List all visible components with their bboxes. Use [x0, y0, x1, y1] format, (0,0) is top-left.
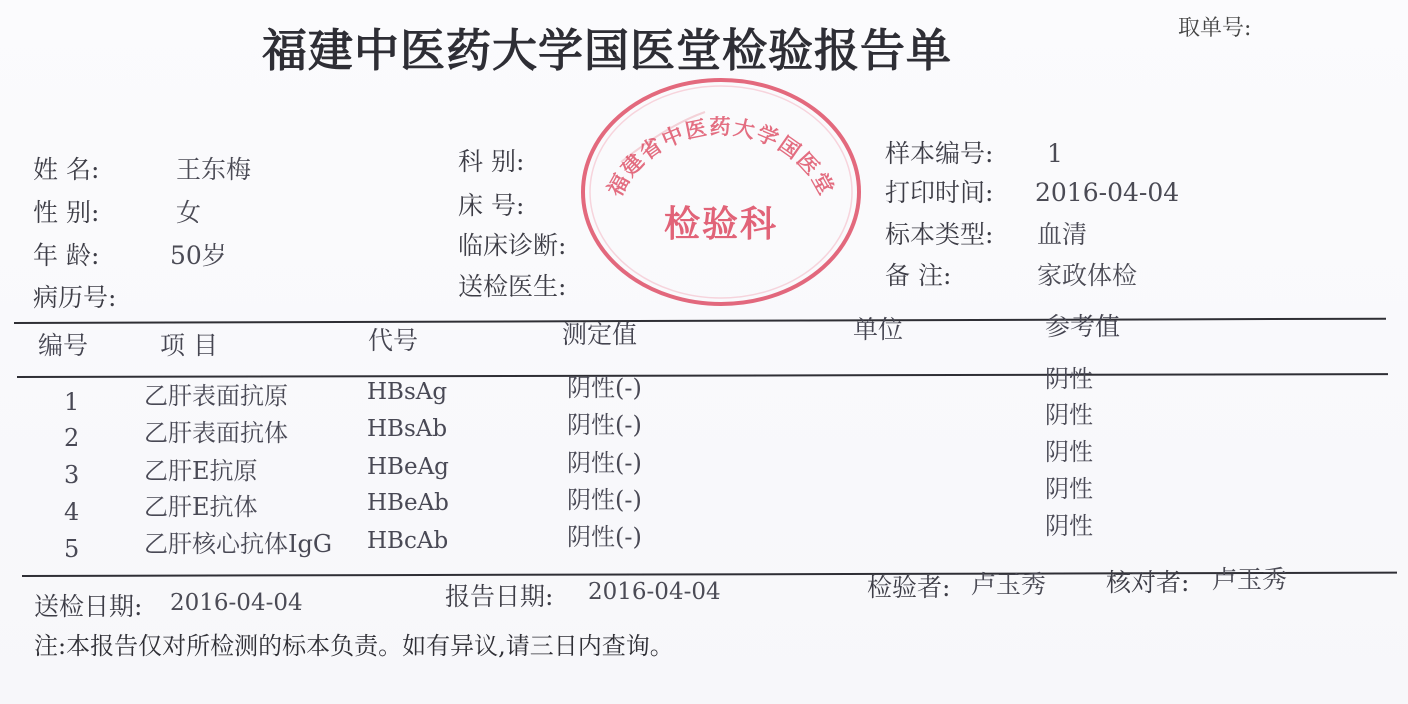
inspector-label: 检验者:	[867, 573, 951, 602]
patient-gender-value: 女	[176, 198, 202, 227]
seal-outer-ring	[583, 80, 859, 304]
remark-value: 家政体检	[1037, 261, 1138, 290]
submit-date-value: 2016-04-04	[170, 590, 303, 616]
row-4-number: 4	[64, 498, 80, 526]
report-date-label: 报告日期:	[445, 582, 554, 611]
row-5-result: 阴性(-)	[567, 523, 642, 551]
row-5-reference: 阴性	[1045, 512, 1093, 540]
sample-number-value: 1	[1047, 139, 1063, 168]
header-top-rule	[14, 318, 1386, 324]
report-date-value: 2016-04-04	[588, 579, 721, 605]
row-2-result: 阴性(-)	[567, 411, 642, 439]
seal-inner-ring	[590, 86, 852, 298]
header-reference: 参考值	[1045, 312, 1121, 341]
row-1-result: 阴性(-)	[567, 374, 642, 402]
row-4-result: 阴性(-)	[567, 486, 642, 514]
sample-number-label: 样本编号:	[885, 139, 994, 168]
seal-outer-text: 福建省中医药大学国医堂	[602, 114, 840, 201]
row-3-number: 3	[64, 461, 80, 489]
official-seal	[573, 70, 869, 314]
row-2-number: 2	[64, 424, 80, 452]
row-3-code: HBeAg	[367, 454, 449, 480]
row-3-reference: 阴性	[1045, 438, 1093, 466]
row-1-reference: 阴性	[1045, 365, 1093, 393]
row-4-reference: 阴性	[1045, 475, 1093, 503]
header-item: 项 目	[160, 331, 218, 360]
row-5-item: 乙肝核心抗体IgG	[144, 530, 333, 558]
header-unit: 单位	[853, 315, 904, 344]
row-1-item: 乙肝表面抗原	[144, 382, 288, 410]
header-bottom-rule	[17, 373, 1388, 378]
row-3-result: 阴性(-)	[567, 449, 642, 477]
clinical-diagnosis-label: 临床诊断:	[458, 231, 567, 260]
row-5-number: 5	[64, 535, 80, 563]
report-note: 注:本报告仅对所检测的标本负责。如有异议,请三日内查询。	[34, 632, 674, 660]
submit-date-label: 送检日期:	[34, 592, 143, 621]
patient-gender-label: 性 别:	[33, 198, 100, 227]
patient-age-label: 年 龄:	[33, 241, 100, 270]
referring-doctor-label: 送检医生:	[458, 272, 567, 301]
seal-ink-streak	[621, 112, 705, 162]
print-time-value: 2016-04-04	[1035, 178, 1180, 207]
row-2-item: 乙肝表面抗体	[144, 419, 288, 447]
header-number: 编号	[38, 331, 89, 360]
table-bottom-rule	[22, 572, 1397, 577]
department-label: 科 别:	[458, 147, 525, 176]
row-4-item: 乙肝E抗体	[144, 493, 258, 521]
patient-age-value: 50岁	[170, 241, 227, 270]
checker-value: 卢玉秀	[1212, 565, 1288, 594]
row-1-code: HBsAg	[367, 379, 448, 405]
row-2-reference: 阴性	[1045, 401, 1093, 429]
patient-name-value: 王东梅	[176, 155, 252, 184]
medical-record-label: 病历号:	[33, 283, 117, 312]
seal-center-text: 检验科	[663, 203, 779, 245]
row-2-code: HBsAb	[367, 416, 448, 442]
row-3-item: 乙肝E抗原	[144, 457, 258, 485]
inspector-value: 卢玉秀	[971, 570, 1047, 599]
checker-label: 核对者:	[1106, 568, 1190, 597]
bed-number-label: 床 号:	[458, 191, 525, 220]
row-1-number: 1	[64, 388, 80, 416]
specimen-type-label: 标本类型:	[885, 220, 994, 249]
header-result: 测定值	[562, 320, 638, 349]
slip-number-label: 取单号:	[1178, 16, 1252, 41]
row-4-code: HBeAb	[367, 490, 449, 516]
report-title: 福建中医药大学国医堂检验报告单	[262, 24, 953, 77]
remark-label: 备 注:	[885, 261, 952, 290]
patient-name-label: 姓 名:	[33, 155, 100, 184]
print-time-label: 打印时间:	[885, 178, 994, 207]
header-code: 代号	[368, 326, 419, 355]
row-5-code: HBcAb	[367, 528, 449, 554]
specimen-type-value: 血清	[1037, 220, 1088, 249]
